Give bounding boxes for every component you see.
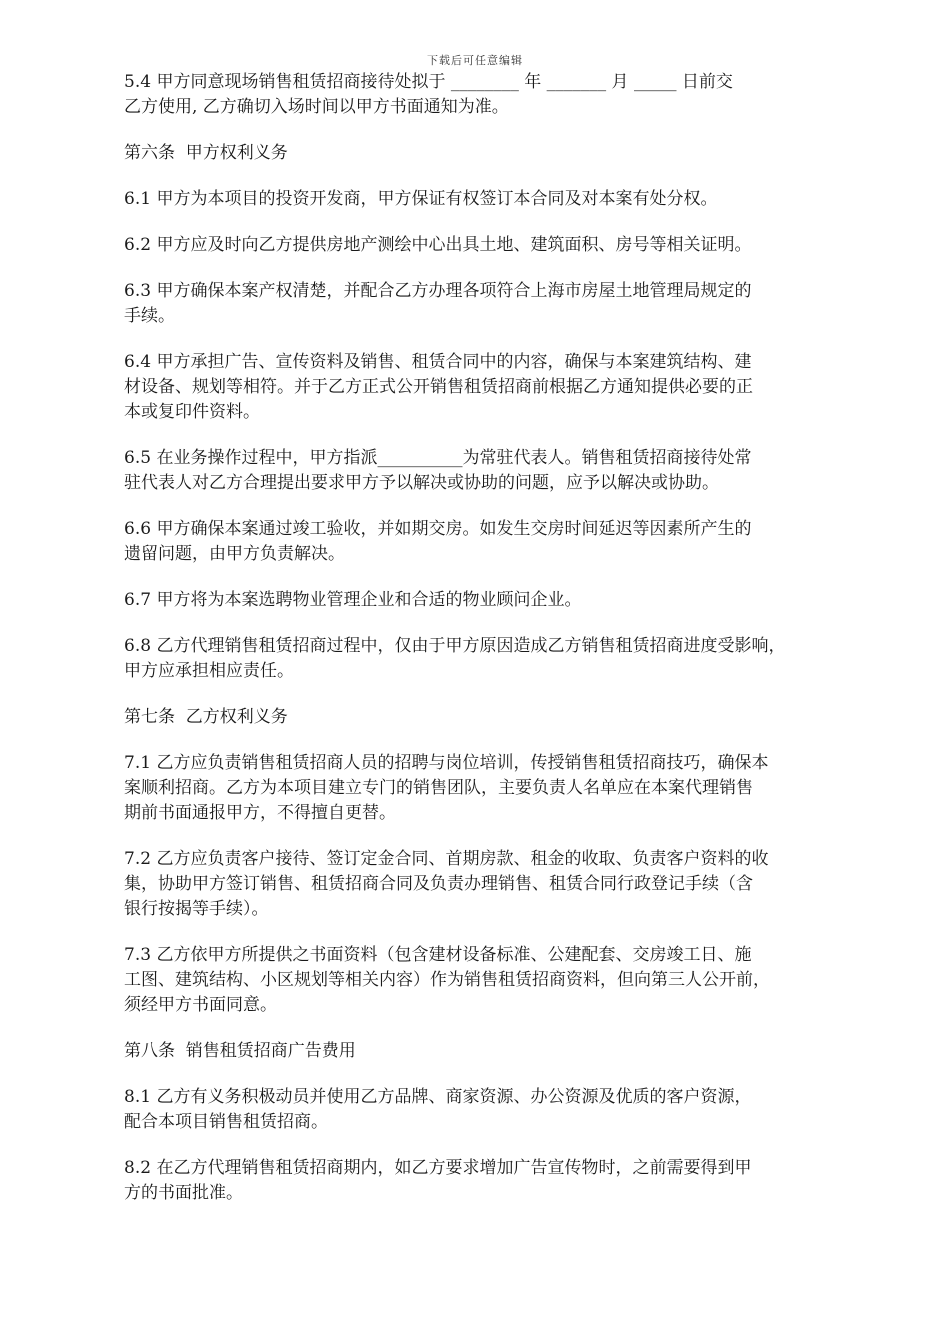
text-line: 期前书面通报甲方，不得擅自更替。 <box>124 803 396 823</box>
clause-paragraph <box>124 350 864 425</box>
clause-paragraph <box>124 517 864 567</box>
clause-paragraph <box>124 588 864 613</box>
header-note: 下载后可任意编辑 <box>427 54 523 67</box>
clause-paragraph <box>124 634 864 684</box>
text-line: 6.6 甲方确保本案通过竣工验收，并如期交房。如发生交房时间延迟等因素所产生的 <box>124 519 752 539</box>
section-heading <box>124 141 864 166</box>
text-line: 6.7 甲方将为本案选聘物业管理企业和合适的物业顾问企业。 <box>124 590 582 610</box>
clause-paragraph <box>124 847 864 922</box>
text-line: 7.1 乙方应负责销售租赁招商人员的招聘与岗位培训，传授销售租赁招商技巧，确保本 <box>124 753 769 773</box>
clause-paragraph <box>124 943 864 1018</box>
clause-paragraph <box>124 70 864 120</box>
text-line: 乙方使用, 乙方确切入场时间以甲方书面通知为准。 <box>124 97 509 117</box>
text-line: 6.5 在业务操作过程中，甲方指派__________为常驻代表人。销售租赁招商接待处常 <box>124 448 752 468</box>
text-line: 材设备、规划等相符。并于乙方正式公开销售租赁招商前根据乙方通知提供必要的正 <box>124 377 753 397</box>
clause-paragraph <box>124 1085 864 1135</box>
clause-paragraph <box>124 279 864 329</box>
text-line: 驻代表人对乙方合理提出要求甲方予以解决或协助的问题，应予以解决或协助。 <box>124 473 719 493</box>
text-line: 7.3 乙方依甲方所提供之书面资料（包含建材设备标准、公建配套、交房竣工日、施 <box>124 945 752 965</box>
text-line: 手续。 <box>124 306 175 326</box>
clause-paragraph <box>124 1156 864 1206</box>
clause-paragraph <box>124 233 864 258</box>
document-body <box>124 70 864 1227</box>
text-line: 6.2 甲方应及时向乙方提供房地产测绘中心出具土地、建筑面积、房号等相关证明。 <box>124 235 752 255</box>
text-line: 第七条 乙方权利义务 <box>124 707 288 727</box>
text-line: 5.4 甲方同意现场销售租赁招商接待处拟于 ________ 年 _______ 月 _____ 日前交 <box>124 72 733 92</box>
text-line: 8.2 在乙方代理销售租赁招商期内，如乙方要求增加广告宣传物时，之前需要得到甲 <box>124 1158 752 1178</box>
text-line: 方的书面批准。 <box>124 1183 243 1203</box>
text-line: 本或复印件资料。 <box>124 402 260 422</box>
text-line: 6.1 甲方为本项目的投资开发商，甲方保证有权签订本合同及对本案有处分权。 <box>124 189 718 209</box>
text-line: 甲方应承担相应责任。 <box>124 661 294 681</box>
text-line: 7.2 乙方应负责客户接待、签订定金合同、首期房款、租金的收取、负责客户资料的收 <box>124 849 769 869</box>
text-line: 工图、建筑结构、小区规划等相关内容）作为销售租赁招商资料，但向第三人公开前， <box>124 970 770 990</box>
clause-paragraph <box>124 751 864 826</box>
text-line: 银行按揭等手续）。 <box>124 899 269 919</box>
section-heading <box>124 705 864 730</box>
text-line: 须经甲方书面同意。 <box>124 995 277 1015</box>
clause-paragraph <box>124 446 864 496</box>
section-heading <box>124 1039 864 1064</box>
text-line: 8.1 乙方有义务积极动员并使用乙方品牌、商家资源、办公资源及优质的客户资源， <box>124 1087 752 1107</box>
text-line: 第六条 甲方权利义务 <box>124 143 288 163</box>
text-line: 6.3 甲方确保本案产权清楚，并配合乙方办理各项符合上海市房屋土地管理局规定的 <box>124 281 752 301</box>
text-line: 集，协助甲方签订销售、租赁招商合同及负责办理销售、租赁合同行政登记手续（含 <box>124 874 753 894</box>
text-line: 第八条 销售租赁招商广告费用 <box>124 1041 356 1061</box>
text-line: 6.8 乙方代理销售租赁招商过程中，仅由于甲方原因造成乙方销售租赁招商进度受影响， <box>124 636 786 656</box>
text-line: 6.4 甲方承担广告、宣传资料及销售、租赁合同中的内容，确保与本案建筑结构、建 <box>124 352 752 372</box>
text-line: 案顺利招商。乙方为本项目建立专门的销售团队，主要负责人名单应在本案代理销售 <box>124 778 753 798</box>
text-line: 遗留问题，由甲方负责解决。 <box>124 544 345 564</box>
clause-paragraph <box>124 187 864 212</box>
text-line: 配合本项目销售租赁招商。 <box>124 1112 328 1132</box>
